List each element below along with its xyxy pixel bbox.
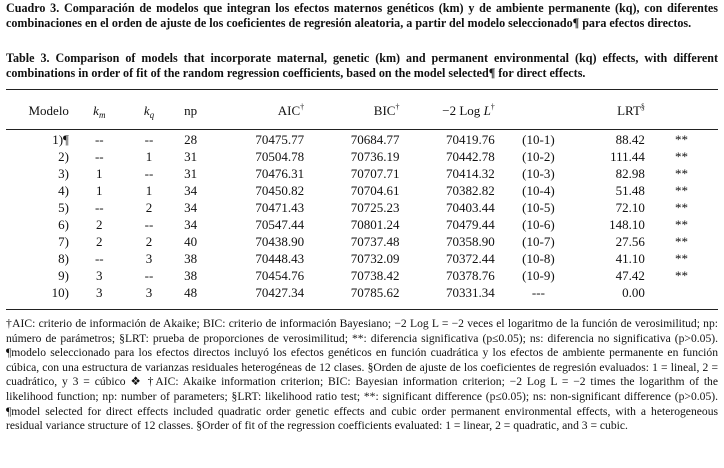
cell-bic: 70737.48 (350, 234, 400, 249)
cell-aic: 70547.44 (255, 217, 305, 232)
cell-lrt: 148.10 (609, 217, 645, 232)
cell-aic: 70475.77 (255, 132, 305, 147)
cell-aic: 70504.78 (255, 149, 305, 164)
cell-comparison: (10-5) (522, 200, 555, 215)
top-rule (6, 89, 718, 90)
table-row (6, 130, 718, 148)
header-comparison (495, 96, 582, 130)
header-log-likelihood: −2 Log L† (442, 102, 495, 118)
header-modelo: Modelo (28, 103, 69, 118)
cell-comparison: (10-4) (522, 183, 555, 198)
cell-comparison: (10-9) (522, 268, 555, 283)
cell-modelo: 6) (58, 217, 69, 232)
cell-bic: 70736.19 (350, 149, 400, 164)
cell-modelo: 8) (58, 251, 69, 266)
cell-bic: 70704.61 (350, 183, 400, 198)
cell-km: 3 (96, 285, 103, 300)
cell-bic: 70738.42 (350, 268, 400, 283)
cell-km: 2 (96, 217, 103, 232)
cell-np: 34 (184, 217, 198, 232)
table-caption-spanish: Cuadro 3. Comparación de modelos que integran los efectos maternos genéticos (km) y de ambiente permanente (kq), con diferentes combinaciones en el orden de ajuste de los coeficientes de regresión aleatoria, a partir del modelo seleccionado¶ para efectos directos. (6, 1, 718, 30)
cell-lrt: 82.98 (615, 166, 645, 181)
cell-significance: ** (674, 251, 688, 266)
cell-significance (645, 284, 718, 301)
table-row (6, 216, 718, 233)
cell-bic: 70725.23 (350, 200, 400, 215)
cell-modelo: 3) (58, 166, 69, 181)
cell-comparison: (10-3) (522, 166, 555, 181)
table-caption-english: Table 3. Comparison of models that incorporate maternal, genetic (km) and permanent environmental (kq) effects, with different combinations in order of fit of the random regression coefficients, based on the model selected¶ for direct effects. (6, 51, 718, 80)
cell-comparison: --- (531, 285, 545, 300)
cell-significance: ** (674, 132, 688, 147)
cell-bic: 70785.62 (350, 285, 400, 300)
cell-significance: ** (674, 217, 688, 232)
cell-significance: ** (674, 234, 688, 249)
cell-log-likelihood: 70331.34 (446, 285, 495, 300)
table-row (6, 199, 718, 216)
header-row (6, 96, 718, 130)
cell-log-likelihood: 70372.44 (446, 251, 495, 266)
table-row (6, 250, 718, 267)
cell-aic: 70454.76 (255, 268, 305, 283)
cell-aic: 70471.43 (255, 200, 305, 215)
table-row (6, 233, 718, 250)
cell-km: -- (94, 149, 104, 164)
cell-lrt: 72.10 (615, 200, 645, 215)
cell-kq: 3 (145, 285, 153, 300)
table-row (6, 284, 718, 301)
cell-significance: ** (674, 183, 688, 198)
cell-np: 34 (184, 200, 198, 215)
cell-kq: -- (144, 268, 154, 283)
table-row (6, 165, 718, 182)
model-comparison-table (6, 96, 718, 301)
cell-kq: 1 (145, 183, 153, 198)
cell-np: 28 (184, 132, 198, 147)
footnote-text: †AIC: criterio de información de Akaike; BIC: criterio de información Bayesiano; −2 Log L = −2 veces el logaritmo de la función de verosimilitud; np: número de parámetros; §LRT: prueba de proporciones de verosimilitud; **: diferencia significativa (p≤0.05); ns: diferencia no significativa (p>0.05). ¶modelo seleccionado para los efectos directos incluyó los efectos genéticos en función cuadrática y los efectos de ambiente permanente en función cúbica, con una estructura de varianzas residuales heterogéneas de 12 clases. §Orden de ajuste de los coeficientes de regresión evaluados: 1 = lineal, 2 = cuadrático, y 3 = cúbico ❖ †AIC: Akaike information criterion; BIC: Bayesian information criterion; −2 Log L = −2 times the logarithm of the likelihood function; np: number of parameters; §LRT: likelihood ratio test; **: significant difference (p≤0.05); ns: non-significant difference (p>0.05). ¶model selected for direct effects included quadratic order genetic effects and cubic order permanent environmental effects, with a heterogeneous residual variance structure of 12 classes. §Order of fit of the regression coefficients evaluated: 1 = linear, 2 = quadratic, and 3 = cubic. (6, 317, 718, 433)
cell-lrt: 41.10 (615, 251, 645, 266)
cell-np: 31 (184, 166, 198, 181)
cell-np: 38 (184, 268, 198, 283)
cell-km: 1 (96, 183, 103, 198)
cell-significance: ** (674, 166, 688, 181)
cell-comparison: (10-8) (522, 251, 555, 266)
header-np: np (184, 103, 198, 118)
cell-np: 48 (184, 285, 198, 300)
cell-lrt: 0.00 (622, 285, 645, 300)
header-aic: AIC† (277, 102, 305, 118)
cell-km: -- (94, 251, 104, 266)
cell-significance: ** (674, 268, 688, 283)
cell-bic: 70707.71 (350, 166, 400, 181)
cell-bic: 70732.09 (350, 251, 400, 266)
cell-modelo: 2) (58, 149, 69, 164)
cell-log-likelihood: 70403.44 (446, 200, 495, 215)
cell-aic: 70448.43 (255, 251, 305, 266)
table-row (6, 267, 718, 284)
cell-km: -- (94, 200, 104, 215)
cell-kq: 1 (145, 149, 153, 164)
cell-comparison: (10-6) (522, 217, 555, 232)
header-bic: BIC† (373, 102, 400, 118)
cell-log-likelihood: 70358.90 (446, 234, 495, 249)
cell-lrt: 88.42 (615, 132, 645, 147)
cell-np: 31 (184, 149, 198, 164)
cell-np: 38 (184, 251, 198, 266)
cell-lrt: 51.48 (615, 183, 645, 198)
cell-log-likelihood: 70479.44 (446, 217, 495, 232)
cell-modelo: 4) (58, 183, 69, 198)
cell-modelo: 9) (58, 268, 69, 283)
cell-comparison: (10-2) (522, 149, 555, 164)
header-lrt: LRT§ (617, 102, 645, 118)
cell-kq: -- (144, 132, 154, 147)
cell-modelo: 10) (51, 285, 69, 300)
cell-significance: ** (674, 200, 688, 215)
cell-km: -- (94, 132, 104, 147)
cell-lrt: 27.56 (615, 234, 645, 249)
header-significance (645, 96, 718, 130)
cell-lrt: 47.42 (615, 268, 645, 283)
cell-aic: 70450.82 (255, 183, 305, 198)
cell-modelo: 7) (58, 234, 69, 249)
header-km: $k_m$ (93, 103, 106, 120)
cell-np: 40 (184, 234, 198, 249)
cell-aic: 70476.31 (255, 166, 305, 181)
cell-modelo: 1)¶ (52, 132, 69, 147)
cell-aic: 70427.34 (255, 285, 305, 300)
header-kq: $k_q$ (143, 103, 155, 120)
cell-km: 1 (96, 166, 103, 181)
cell-bic: 70684.77 (350, 132, 400, 147)
cell-log-likelihood: 70414.32 (446, 166, 495, 181)
cell-log-likelihood: 70442.78 (446, 149, 495, 164)
cell-bic: 70801.24 (350, 217, 400, 232)
bottom-rule (6, 309, 718, 310)
cell-kq: -- (144, 217, 154, 232)
cell-aic: 70438.90 (255, 234, 305, 249)
cell-kq: -- (144, 166, 154, 181)
cell-log-likelihood: 70378.76 (446, 268, 495, 283)
cell-comparison: (10-1) (522, 132, 555, 147)
cell-log-likelihood: 70419.76 (446, 132, 495, 147)
cell-significance: ** (674, 149, 688, 164)
table-row (6, 148, 718, 165)
cell-kq: 3 (145, 251, 153, 266)
cell-km: 2 (96, 234, 103, 249)
cell-comparison: (10-7) (522, 234, 555, 249)
cell-km: 3 (96, 268, 103, 283)
cell-kq: 2 (145, 234, 153, 249)
table-row (6, 182, 718, 199)
cell-log-likelihood: 70382.82 (446, 183, 495, 198)
cell-modelo: 5) (58, 200, 69, 215)
cell-lrt: 111.44 (610, 149, 645, 164)
table-footnote (6, 317, 718, 434)
cell-kq: 2 (145, 200, 153, 215)
cell-np: 34 (184, 183, 198, 198)
